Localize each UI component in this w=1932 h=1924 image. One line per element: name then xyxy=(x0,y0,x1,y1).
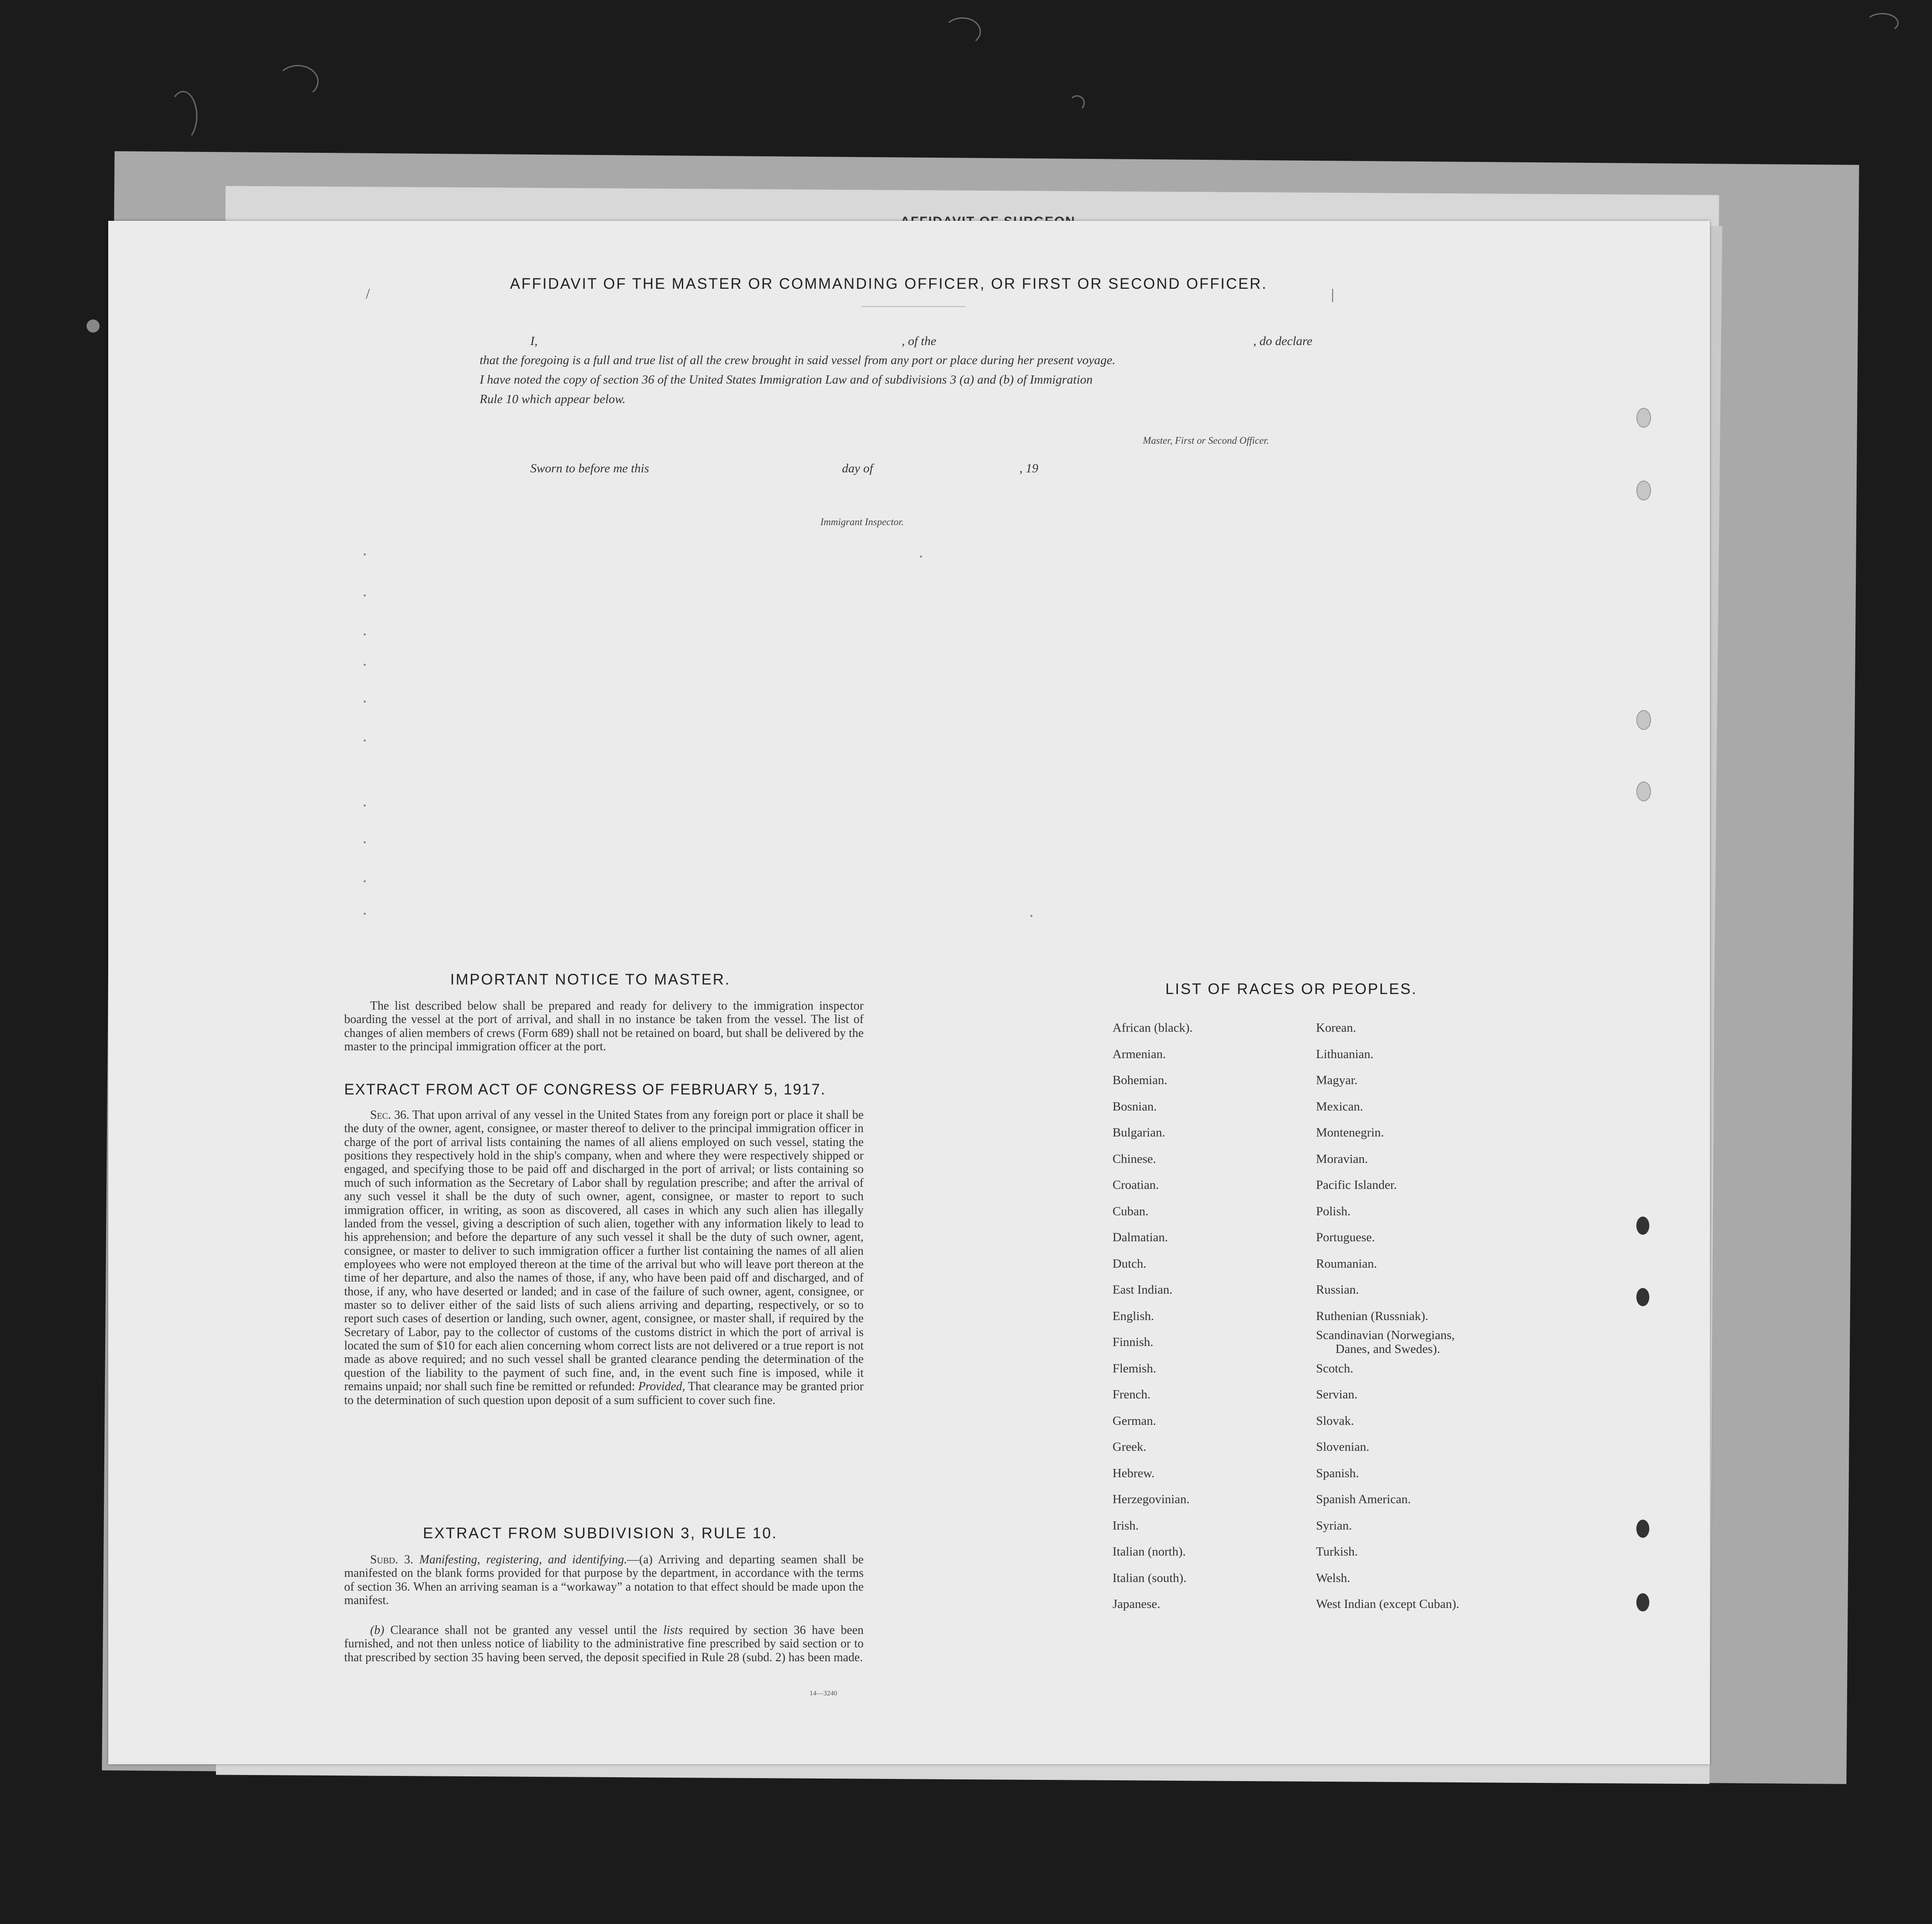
race-item: English. xyxy=(1113,1309,1154,1323)
race-item: Italian (south). xyxy=(1113,1571,1187,1585)
race-item: Italian (north). xyxy=(1113,1545,1186,1559)
scan-artifact-mark xyxy=(944,17,981,46)
manifest-page xyxy=(108,221,1710,1764)
guide-dot xyxy=(364,880,366,882)
scan-artifact-speck xyxy=(87,320,100,333)
binding-hole xyxy=(1636,481,1651,500)
race-item: Russian. xyxy=(1316,1283,1359,1297)
race-item: Spanish American. xyxy=(1316,1492,1411,1506)
race-item: Dalmatian. xyxy=(1113,1230,1168,1244)
race-item: Greek. xyxy=(1113,1440,1147,1454)
race-item: Scandinavian (Norwegians, xyxy=(1316,1328,1455,1342)
race-item: Bulgarian. xyxy=(1113,1126,1165,1140)
race-item: Spanish. xyxy=(1316,1466,1359,1480)
guide-dot xyxy=(364,553,366,555)
race-item: Korean. xyxy=(1316,1021,1356,1035)
race-item: Scotch. xyxy=(1316,1361,1354,1375)
section-36-text: That upon arrival of any vessel in the United States from any foreign port or place it shall be the duty of the owner, agent, consignee, or master thereof to deliver to the principal immigration officer in charge of the port of arrival lists containing the names of all aliens employed on such vessel, stating the positions they respectively hold in the ship's company, when and where they were respectively shipped or engaged, and specifying those to be paid off and discharged in the port of arrival; or lists containing so much of such information as the Secretary of Labor shall by regulation prescribe; and after the arrival of any such vessel it shall be the duty of such owner, agent, consignee, or master to report to such immigration officer, in writing, as soon as discovered, all cases in which any such alien has illegally landed from the vessel, giving a description of such alien, together with any information likely to lead to his apprehension; and before the departure of any such vessel it shall be the duty of such owner, agent, consignee, or master to deliver to such immigration officer a further list containing the names of all alien employees who were not employed thereon at the time of the arrival but who will leave port thereon at the time of her departure, and also the names of those, if any, who have been paid off and discharged, and of those, if any, who have deserted or landed; and in case of the failure of such owner, agent, consignee, or master so to deliver either of the said lists of such aliens arriving and departing, respectively, or so to report such cases of desertion or landing, such owner, agent, consignee, or master shall, if required by the Secretary of Labor, pay to the collector of customs of the customs district in which the port of arrival is located the sum of $10 for each alien concerning whom correct lists are not delivered or a true report is not made as above required; and no such vessel shall be granted clearance pending the determination of the question of the liability to the payment of such fine, and, in the event such fine is imposed, while it remains unpaid; nor shall such fine be remitted or refunded: xyxy=(344,1108,864,1394)
binding-hole xyxy=(1636,781,1651,801)
guide-dot xyxy=(1030,915,1032,917)
race-item: Japanese. xyxy=(1113,1597,1161,1611)
race-item: Slovak. xyxy=(1316,1414,1354,1428)
race-item: Portuguese. xyxy=(1316,1230,1375,1244)
race-item: Turkish. xyxy=(1316,1545,1358,1559)
guide-dot xyxy=(364,804,366,807)
race-item: Armenian. xyxy=(1113,1047,1166,1061)
race-item: Moravian. xyxy=(1316,1152,1368,1166)
race-item: West Indian (except Cuban). xyxy=(1316,1597,1460,1611)
race-item: Bosnian. xyxy=(1113,1099,1157,1114)
declaration-line-3: I have noted the copy of section 36 of the United States Immigration Law and of subdivisions 3 (a) and (b) of Immigration xyxy=(480,373,1093,387)
sworn-day-of: day of xyxy=(842,462,873,475)
binding-hole xyxy=(1636,1520,1649,1538)
race-item: Polish. xyxy=(1316,1204,1351,1218)
inspector-signature-caption: Immigrant Inspector. xyxy=(820,517,904,527)
subd-heading: Manifesting, registering, and identifying. xyxy=(419,1553,627,1566)
declaration-i: I, xyxy=(530,334,538,348)
affidavit-title: AFFIDAVIT OF THE MASTER OR COMMANDING OFFICER, OR FIRST OR SECOND OFFICER. xyxy=(510,275,1268,292)
race-item: Bohemian. xyxy=(1113,1073,1168,1087)
pencil-tick-mark: / xyxy=(366,286,370,302)
guide-dot xyxy=(364,841,366,843)
race-item: Herzegovinian. xyxy=(1113,1492,1190,1506)
race-item: Syrian. xyxy=(1316,1518,1352,1533)
subd-para-a-text: —(a) Arriving and departing seamen shall be manifested on the blank forms provided for that purpose by the department, in accordance with the terms of section 36. When an arriving seaman is a “workaway” a notation to that effect should be made upon the manifest. xyxy=(344,1553,864,1608)
race-item: German. xyxy=(1113,1414,1156,1428)
extract-act-text xyxy=(344,1108,864,1407)
race-item: Hebrew. xyxy=(1113,1466,1155,1480)
race-item: Irish. xyxy=(1113,1518,1139,1533)
race-item: Ruthenian (Russniak). xyxy=(1316,1309,1429,1323)
race-item: Dutch. xyxy=(1113,1256,1147,1271)
scan-artifact-mark xyxy=(277,65,319,98)
race-item: Welsh. xyxy=(1316,1571,1351,1585)
guide-dot xyxy=(920,555,922,558)
race-item: Croatian. xyxy=(1113,1178,1159,1192)
extract-rule-title: EXTRACT FROM SUBDIVISION 3, RULE 10. xyxy=(423,1525,778,1542)
para-b-text-2: required by section 36 have been furnished, and not then unless notice of liability to the administrative fine prescribed by said section or to that prescribed by section 35 having been served, the deposit specified in Rule 28 (subd. 2) has been made. xyxy=(344,1624,864,1664)
declaration-do-declare: , do declare xyxy=(1253,334,1313,348)
race-item: Flemish. xyxy=(1113,1361,1156,1375)
subd-label: Subd. 3. xyxy=(370,1553,413,1566)
sworn-year: , 19 xyxy=(1019,462,1039,475)
proviso-label: Provided, xyxy=(638,1380,685,1394)
notice-text: The list described below shall be prepared and ready for delivery to the immigration inspector boarding the vessel at the port of arrival, and shall in no instance be taken from the vessel. The list of changes of alien members of crews (Form 689) shall not be retained on board, but shall be delivered by the master to the principal immigration officer at the port. xyxy=(344,999,864,1054)
races-title: LIST OF RACES OR PEOPLES. xyxy=(1165,981,1418,998)
extract-rule-para-b xyxy=(344,1624,864,1664)
race-item: Mexican. xyxy=(1316,1099,1363,1114)
race-item: French. xyxy=(1113,1388,1151,1401)
declaration-line-4: Rule 10 which appear below. xyxy=(480,392,626,406)
guide-dot xyxy=(364,739,366,742)
race-item: Montenegrin. xyxy=(1316,1126,1384,1140)
race-item: Roumanian. xyxy=(1316,1256,1377,1271)
section-label: Sec. 36. xyxy=(370,1108,410,1122)
extract-rule-para-a xyxy=(344,1553,864,1607)
binding-hole xyxy=(1636,1217,1649,1235)
race-item: Finnish. xyxy=(1113,1335,1154,1349)
race-item: Lithuanian. xyxy=(1316,1047,1374,1061)
guide-dot xyxy=(364,701,366,703)
binding-hole xyxy=(1636,408,1651,428)
para-b-label: (b) xyxy=(370,1624,384,1637)
race-item: Chinese. xyxy=(1113,1152,1156,1166)
title-rule xyxy=(861,306,965,307)
sworn-before-me: Sworn to before me this xyxy=(530,462,649,475)
race-item: Slovenian. xyxy=(1316,1440,1370,1454)
guide-dot xyxy=(364,664,366,666)
scan-artifact-mark xyxy=(1866,13,1899,33)
pencil-tick-mark: | xyxy=(1331,287,1334,303)
notice-title: IMPORTANT NOTICE TO MASTER. xyxy=(450,971,731,988)
scan-artifact-mark xyxy=(1069,95,1085,111)
guide-dot xyxy=(364,594,366,597)
guide-dot xyxy=(364,913,366,915)
race-item: Cuban. xyxy=(1113,1204,1148,1218)
master-signature-caption: Master, First or Second Officer. xyxy=(1143,435,1269,446)
race-item: East Indian. xyxy=(1113,1283,1173,1297)
declaration-of-the: , of the xyxy=(902,334,936,348)
binding-hole xyxy=(1636,1288,1649,1306)
race-item: African (black). xyxy=(1113,1021,1193,1035)
form-number: 14—3240 xyxy=(810,1690,837,1697)
race-item: Danes, and Swedes). xyxy=(1335,1342,1440,1356)
binding-hole xyxy=(1636,1593,1649,1611)
guide-dot xyxy=(364,633,366,636)
race-item: Magyar. xyxy=(1316,1073,1358,1087)
para-b-lists: lists xyxy=(663,1624,683,1637)
race-item: Pacific Islander. xyxy=(1316,1178,1397,1192)
binding-hole xyxy=(1636,710,1651,730)
para-b-text-1: Clearance shall not be granted any vessel until the xyxy=(390,1624,658,1637)
declaration-line-2: that the foregoing is a full and true list of all the crew brought in said vessel from any port or place during her present voyage. xyxy=(480,353,1116,367)
race-item: Servian. xyxy=(1316,1388,1358,1401)
extract-act-title: EXTRACT FROM ACT OF CONGRESS OF FEBRUARY 5, 1917. xyxy=(344,1081,826,1098)
proviso-text: That clearance may be granted prior to the determination of such question upon deposit of a sum sufficient to cover such fine. xyxy=(344,1380,864,1407)
scan-artifact-mark xyxy=(169,91,197,141)
